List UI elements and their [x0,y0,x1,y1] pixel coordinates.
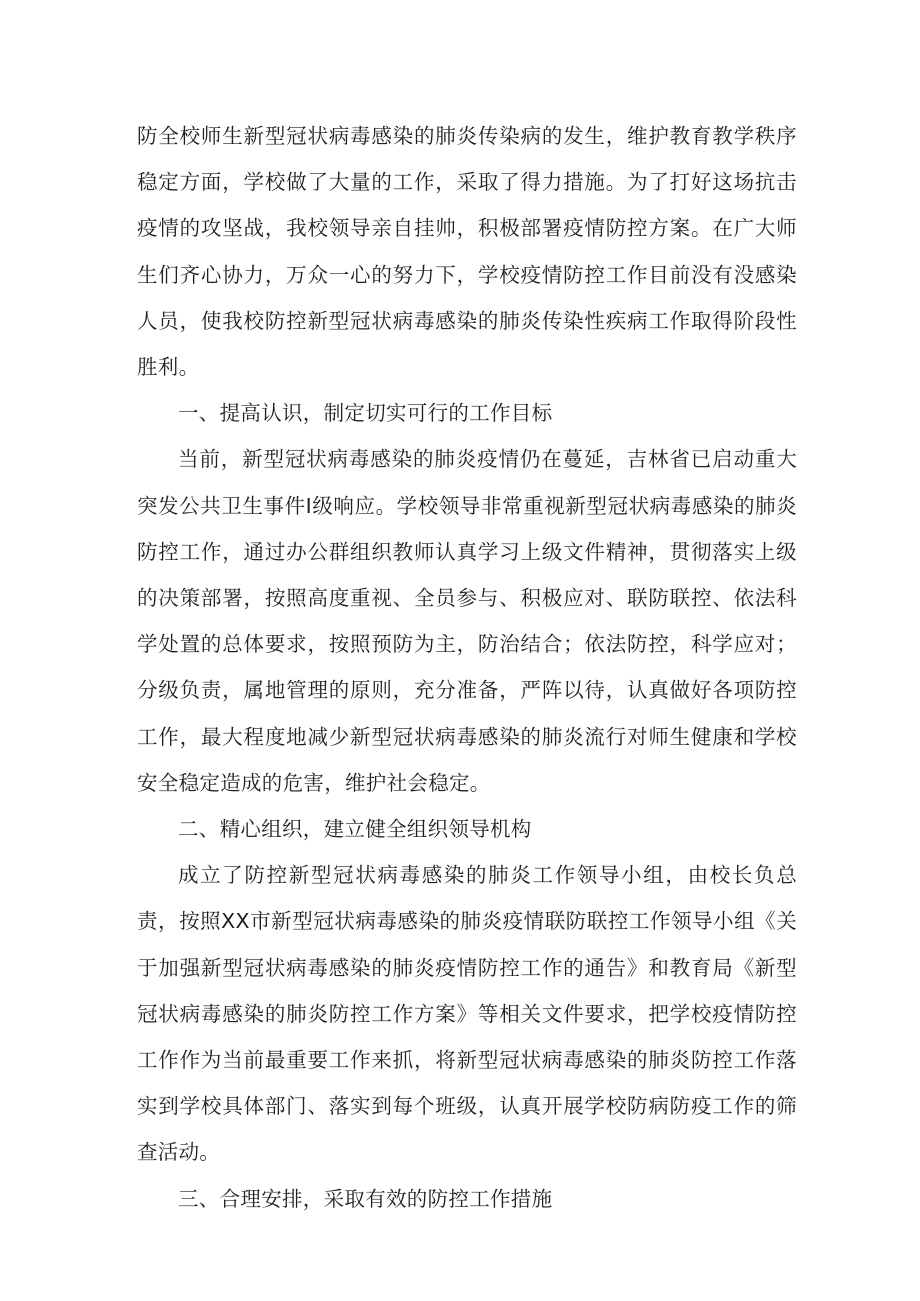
section-heading-2: 二、精心组织，建立健全组织领导机构 [178,817,532,842]
paragraph-section-2: 成立了防控新型冠状病毒感染的肺炎工作领导小组，由校长负总责，按照XX市新型冠状病毒感染的肺炎疫情联防联控工作领导小组《关于加强新型冠状病毒感染的肺炎疫情防控工作的通告》和教育局《新型冠状病毒感染的肺炎防控工作方案》等相关文件要求，把学校疫情防控工作作为当前最重要工作来抓，将新型冠状病毒感染的肺炎防控工作落实到学校具体部门、落实到每个班级，认真开展学校防病防疫工作的筛查活动。 [137,863,797,1165]
document-body [137,113,797,1222]
section-heading-1: 一、提高认识，制定切实可行的工作目标 [178,401,553,426]
paragraph-section-1: 当前，新型冠状病毒感染的肺炎疫情仍在蔓延，吉林省已启动重大突发公共卫生事件I级响应。学校领导非常重视新型冠状病毒感染的肺炎防控工作，通过办公群组织教师认真学习上级文件精神，贯彻落实上级的决策部署，按照高度重视、全员参与、积极应对、联防联控、依法科学处置的总体要求，按照预防为主，防治结合；依法防控，科学应对；分级负责，属地管理的原则，充分准备，严阵以待，认真做好各项防控工作，最大程度地减少新型冠状病毒感染的肺炎流行对师生健康和学校安全稳定造成的危害，维护社会稳定。 [137,447,797,795]
section-heading-3: 三、合理安排，采取有效的防控工作措施 [178,1186,553,1211]
paragraph-intro-continued: 防全校师生新型冠状病毒感染的肺炎传染病的发生，维护教育教学秩序稳定方面，学校做了大量的工作，采取了得力措施。为了打好这场抗击疫情的攻坚战，我校领导亲自挂帅，积极部署疫情防控方案。在广大师生们齐心协力，万众一心的努力下，学校疫情防控工作目前没有没感染人员，使我校防控新型冠状病毒感染的肺炎传染性疾病工作取得阶段性胜利。 [137,124,797,380]
